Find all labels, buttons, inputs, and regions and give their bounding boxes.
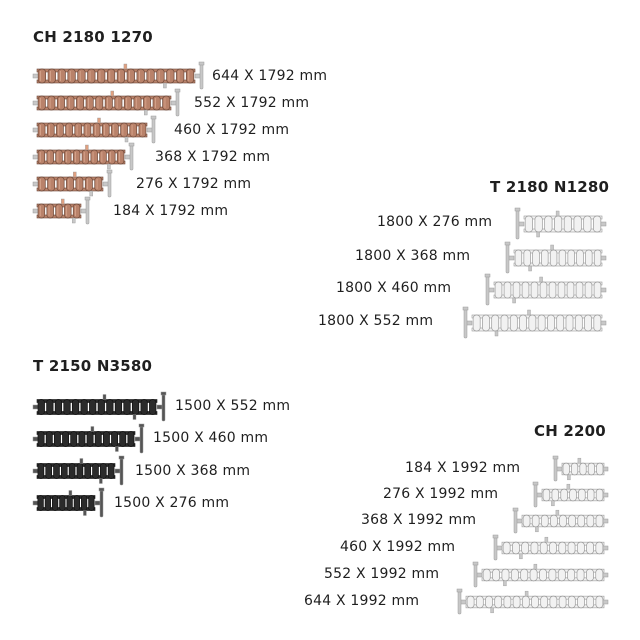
size-label: 184 X 1792 mm xyxy=(113,203,229,219)
size-label: 1500 X 276 mm xyxy=(114,495,230,511)
radiator-copper-184 xyxy=(33,197,95,225)
radiator-white-460 xyxy=(480,274,606,306)
group-title-ch-2180-1270: CH 2180 1270 xyxy=(33,28,153,46)
size-label: 552 X 1792 mm xyxy=(194,95,310,111)
size-label: 552 X 1992 mm xyxy=(324,566,440,582)
group-title-t-2180-n1280: T 2180 N1280 xyxy=(490,178,610,196)
size-label: 460 X 1792 mm xyxy=(174,122,290,138)
size-label: 1500 X 552 mm xyxy=(175,398,291,414)
size-label: 368 X 1992 mm xyxy=(361,512,477,528)
radiator-black-276 xyxy=(33,488,109,518)
size-label: 184 X 1992 mm xyxy=(405,460,521,476)
radiator-white-368 xyxy=(500,242,606,274)
size-label: 1800 X 460 mm xyxy=(336,280,452,296)
radiator-white-184 xyxy=(548,456,608,482)
radiator-white-276 xyxy=(510,208,606,240)
size-label: 644 X 1992 mm xyxy=(304,593,420,609)
size-label: 276 X 1792 mm xyxy=(136,176,252,192)
radiator-white-644b xyxy=(452,589,608,615)
radiator-copper-276 xyxy=(33,170,117,198)
size-label: 1800 X 552 mm xyxy=(318,313,434,329)
size-label: 1500 X 460 mm xyxy=(153,430,269,446)
size-label: 644 X 1792 mm xyxy=(212,68,328,84)
group-title-ch-2200: CH 2200 xyxy=(534,422,606,440)
radiator-white-552 xyxy=(458,307,606,339)
radiator-black-552 xyxy=(33,392,171,422)
size-label: 368 X 1792 mm xyxy=(155,149,271,165)
radiator-copper-368 xyxy=(33,143,139,171)
size-label: 1500 X 368 mm xyxy=(135,463,251,479)
radiator-white-276b xyxy=(528,482,608,508)
size-label: 1800 X 368 mm xyxy=(355,248,471,264)
radiator-white-368b xyxy=(508,508,608,534)
radiator-copper-644 xyxy=(33,62,209,90)
size-label: 1800 X 276 mm xyxy=(377,214,493,230)
radiator-copper-460 xyxy=(33,116,161,144)
size-label: 460 X 1992 mm xyxy=(340,539,456,555)
size-label: 276 X 1992 mm xyxy=(383,486,499,502)
radiator-white-552b xyxy=(468,562,608,588)
radiator-white-460b xyxy=(488,535,608,561)
radiator-copper-552 xyxy=(33,89,185,117)
group-title-t-2150-n3580: T 2150 N3580 xyxy=(33,357,153,375)
radiator-black-460 xyxy=(33,424,149,454)
radiator-black-368 xyxy=(33,456,129,486)
